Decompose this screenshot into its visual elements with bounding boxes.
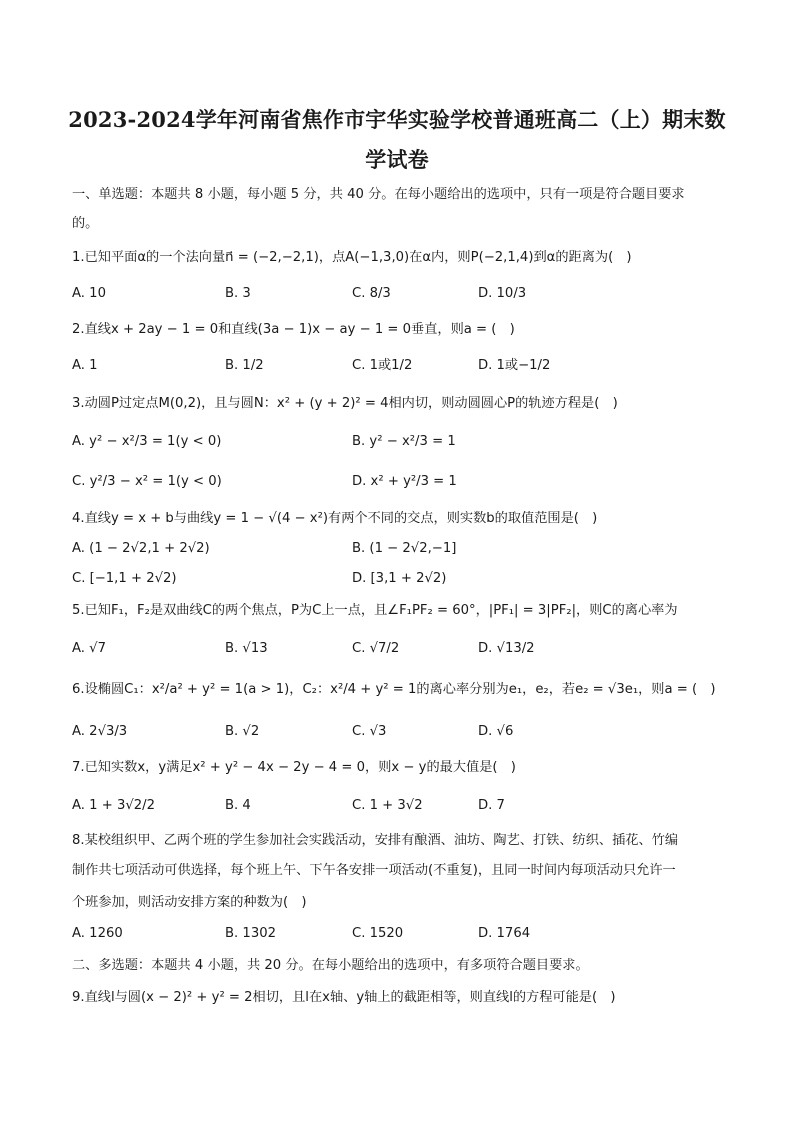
- question-6-option-a: A. 2√3/3: [72, 724, 128, 739]
- question-1-option-a: A. 10: [72, 286, 106, 301]
- question-2-stem: 2.直线x + 2ay − 1 = 0和直线(3a − 1)x − ay − 1 = 0垂直，则a = ( ): [72, 322, 515, 337]
- question-3-option-d: D. x² + y²/3 = 1: [352, 474, 457, 489]
- question-4-option-a: A. (1 − 2√2,1 + 2√2): [72, 541, 210, 556]
- question-4-option-d: D. [3,1 + 2√2): [352, 571, 447, 586]
- question-1-option-b: B. 3: [225, 286, 251, 301]
- question-5-option-a: A. √7: [72, 641, 106, 656]
- question-7-option-d: D. 7: [478, 798, 505, 813]
- question-3-option-c: C. y²/3 − x² = 1(y < 0): [72, 474, 222, 489]
- question-1-option-c: C. 8/3: [352, 286, 391, 301]
- question-5-stem: 5.已知F₁，F₂是双曲线C的两个焦点，P为C上一点，且∠F₁PF₂ = 60°，|PF₁| = 3|PF₂|，则C的离心率为: [72, 603, 678, 618]
- question-2-option-d: D. 1或−1/2: [478, 358, 551, 373]
- question-8-stem-line3: 个班参加，则活动安排方案的种数为( ): [72, 895, 307, 910]
- question-4-option-c: C. [−1,1 + 2√2): [72, 571, 177, 586]
- question-6-option-d: D. √6: [478, 724, 514, 739]
- question-5-option-b: B. √13: [225, 641, 268, 656]
- question-3-option-a: A. y² − x²/3 = 1(y < 0): [72, 434, 222, 449]
- question-5-option-c: C. √7/2: [352, 641, 400, 656]
- question-7-stem: 7.已知实数x，y满足x² + y² − 4x − 2y − 4 = 0，则x − y的最大值是( ): [72, 760, 516, 775]
- question-8-option-d: D. 1764: [478, 926, 531, 941]
- question-6-stem: 6.设椭圆C₁：x²/a² + y² = 1(a > 1)，C₂：x²/4 + y² = 1的离心率分别为e₁，e₂，若e₂ = √3e₁，则a = ( ): [72, 682, 716, 697]
- question-8-option-b: B. 1302: [225, 926, 276, 941]
- question-8-stem-line2: 制作共七项活动可供选择，每个班上午、下午各安排一项活动(不重复)，且同一时间内每项活动只允许一: [72, 863, 676, 878]
- question-6-option-c: C. √3: [352, 724, 387, 739]
- question-8-option-a: A. 1260: [72, 926, 123, 941]
- question-8-stem-line1: 8.某校组织甲、乙两个班的学生参加社会实践活动，安排有酿酒、油坊、陶艺、打铁、纺织、插花、竹编: [72, 833, 679, 848]
- section1-heading: 一、单选题：本题共 8 小题，每小题 5 分，共 40 分。在每小题给出的选项中，只有一项是符合题目要求: [72, 187, 685, 202]
- question-9-stem: 9.直线l与圆(x − 2)² + y² = 2相切，且l在x轴、y轴上的截距相等，则直线l的方程可能是( ): [72, 990, 616, 1005]
- question-6-option-b: B. √2: [225, 724, 260, 739]
- question-5-option-d: D. √13/2: [478, 641, 535, 656]
- question-3-stem: 3.动圆P过定点M(0,2)，且与圆N：x² + (y + 2)² = 4相内切，则动圆圆心P的轨迹方程是( ): [72, 396, 618, 411]
- question-2-option-b: B. 1/2: [225, 358, 264, 373]
- question-2-option-a: A. 1: [72, 358, 98, 373]
- question-3-option-b: B. y² − x²/3 = 1: [352, 434, 456, 449]
- section2-heading: 二、多选题：本题共 4 小题，共 20 分。在每小题给出的选项中，有多项符合题目要求。: [72, 958, 589, 973]
- question-2-option-c: C. 1或1/2: [352, 358, 413, 373]
- section1-heading-cont: 的。: [72, 216, 99, 231]
- question-4-stem: 4.直线y = x + b与曲线y = 1 − √(4 − x²)有两个不同的交点，则实数b的取值范围是( ): [72, 511, 598, 526]
- page-title-line1: 2023-2024学年河南省焦作市宇华实验学校普通班高二（上）期末数: [68, 107, 726, 132]
- question-1-option-d: D. 10/3: [478, 286, 527, 301]
- page-title-line2: 学试卷: [365, 147, 429, 172]
- question-7-option-b: B. 4: [225, 798, 251, 813]
- question-7-option-a: A. 1 + 3√2/2: [72, 798, 156, 813]
- question-1-stem: 1.已知平面α的一个法向量n⃗ = (−2,−2,1)，点A(−1,3,0)在α内，则P(−2,1,4)到α的距离为( ): [72, 250, 632, 265]
- question-7-option-c: C. 1 + 3√2: [352, 798, 423, 813]
- question-4-option-b: B. (1 − 2√2,−1]: [352, 541, 457, 556]
- question-8-option-c: C. 1520: [352, 926, 404, 941]
